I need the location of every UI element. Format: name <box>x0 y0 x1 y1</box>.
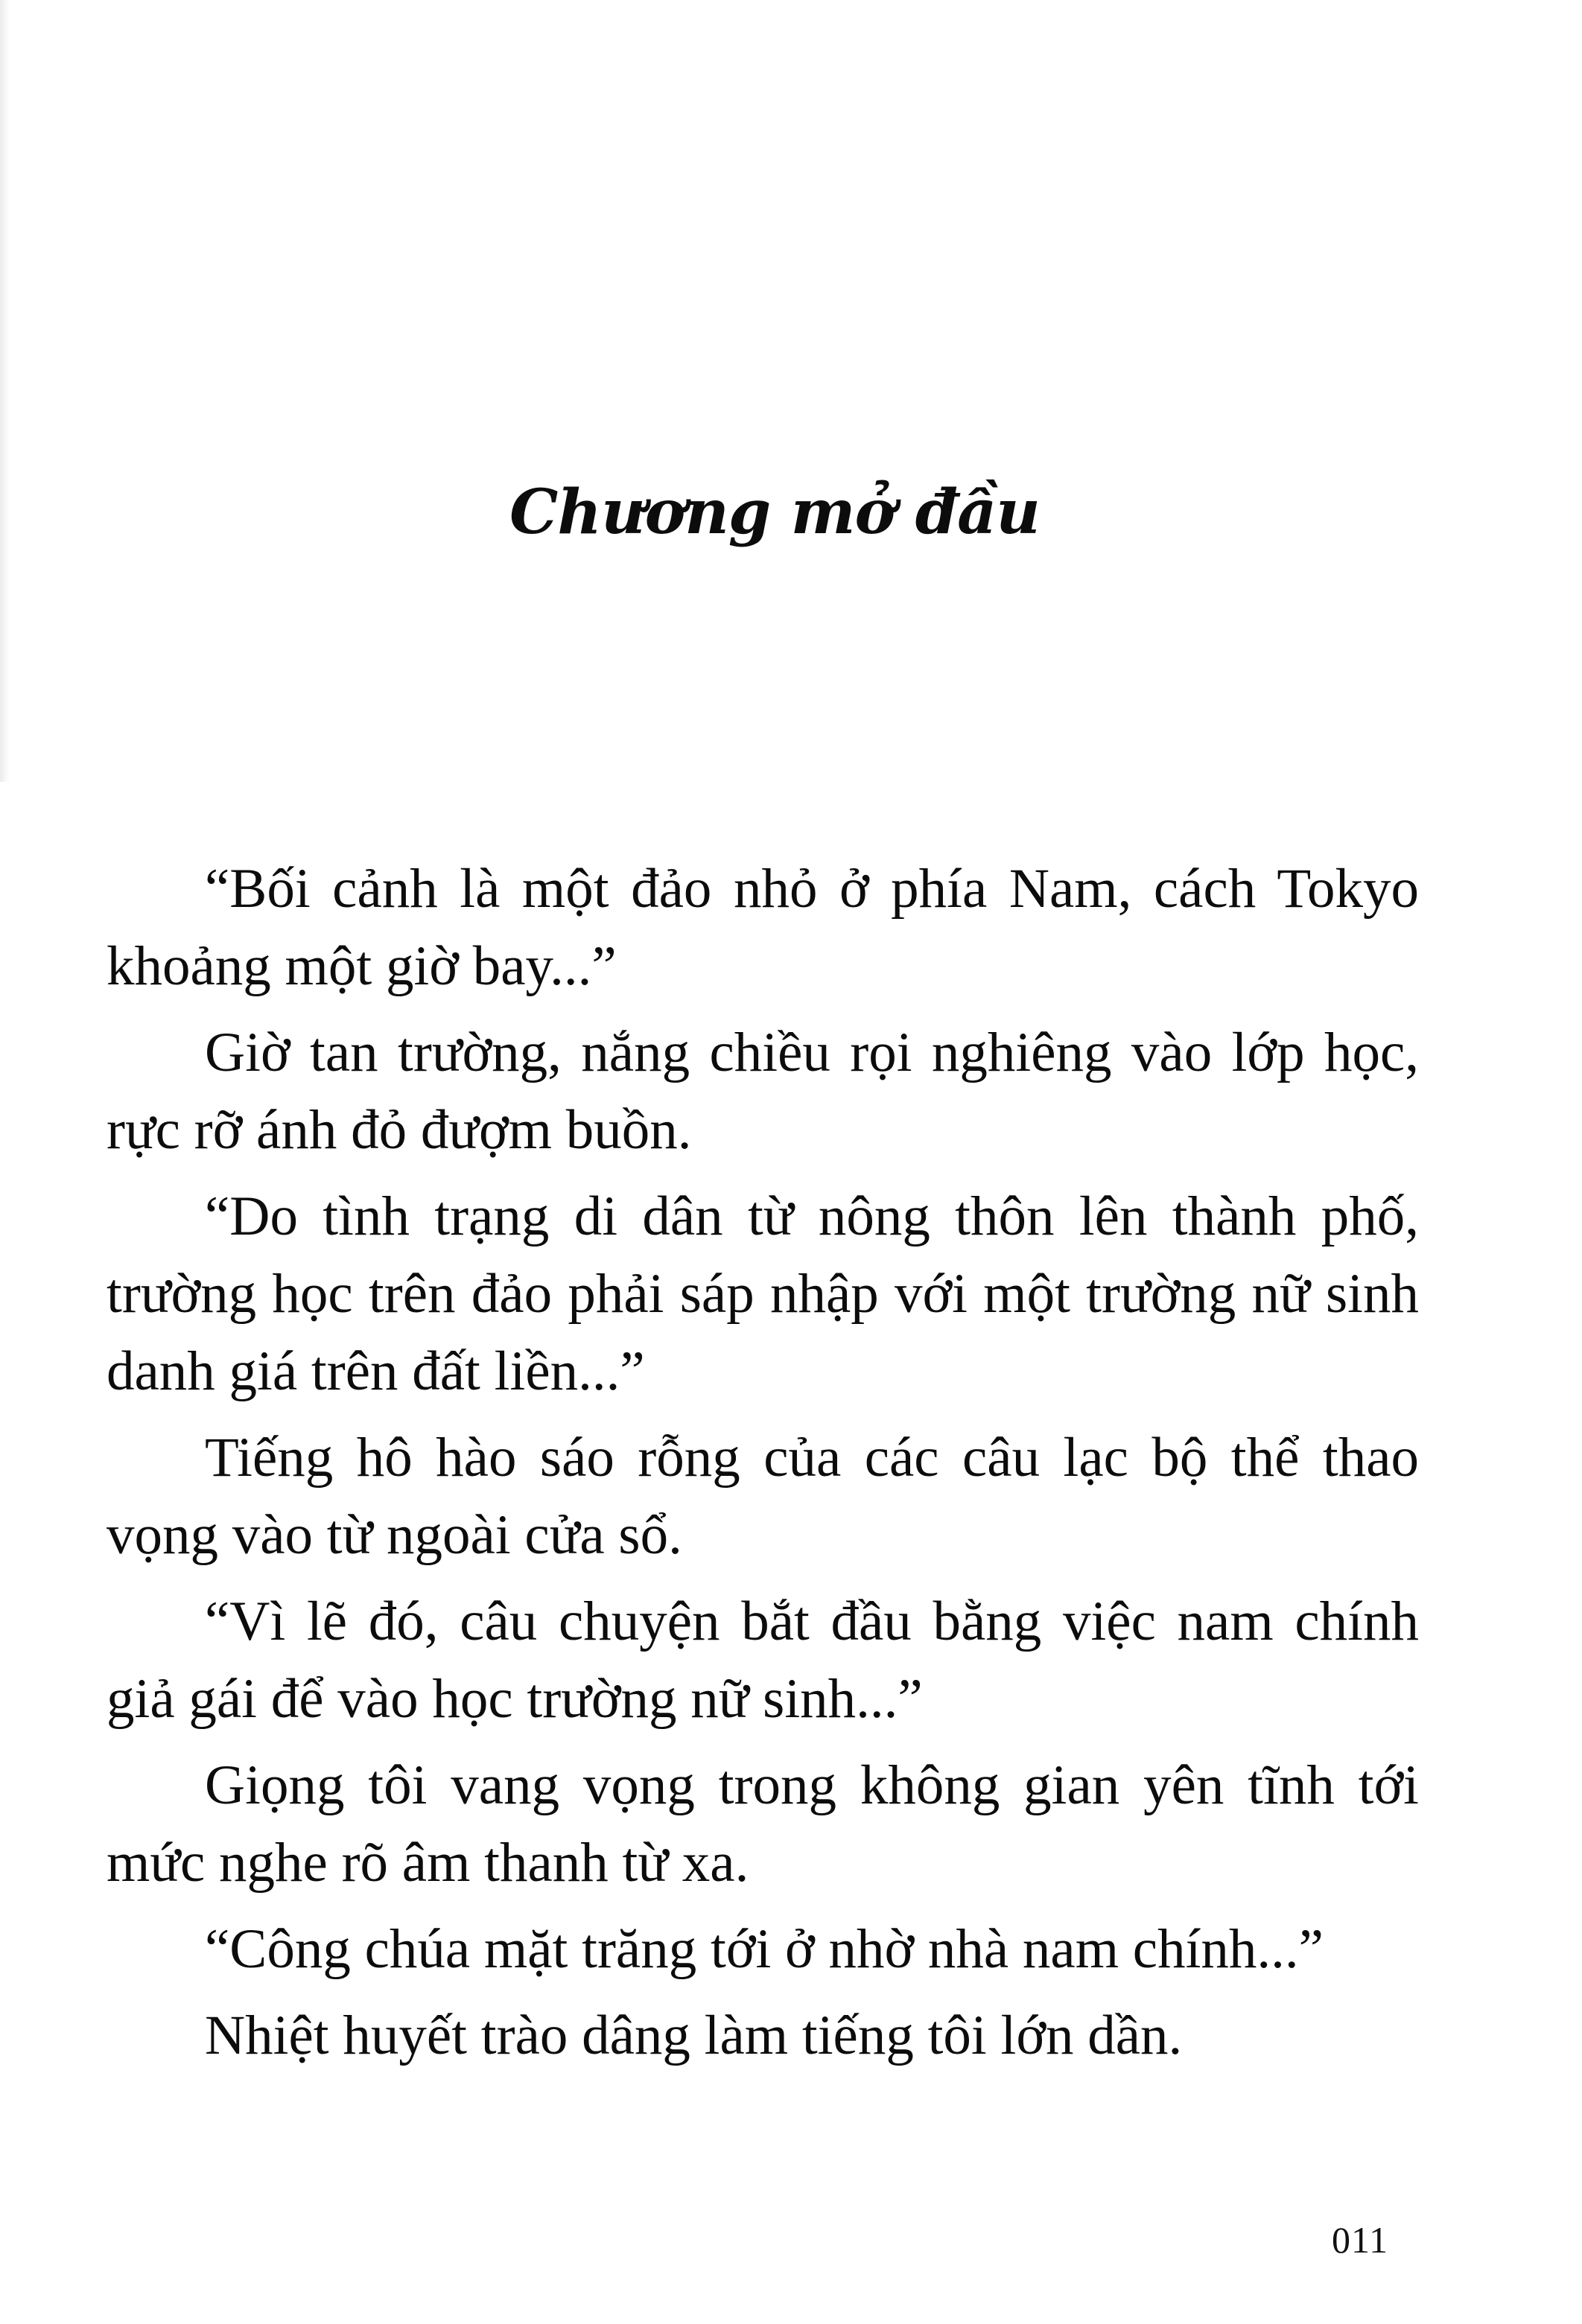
paragraph: Giờ tan trường, nắng chiều rọi nghiêng vào lớp học, rực rỡ ánh đỏ đượm buồn. <box>107 1022 1419 1161</box>
page-number: 011 <box>1332 2219 1389 2261</box>
paragraph: Tiếng hô hào sáo rỗng của các câu lạc bộ thể thao vọng vào từ ngoài cửa sổ. <box>107 1427 1419 1566</box>
paragraph: “Công chúa mặt trăng tới ở nhờ nhà nam chính...” <box>205 1918 1324 1980</box>
paragraph: “Vì lẽ đó, câu chuyện bắt đầu bằng việc nam chính giả gái để vào học trường nữ sinh...” <box>107 1591 1419 1730</box>
paragraph: “Bối cảnh là một đảo nhỏ ở phía Nam, cách Tokyo khoảng một giờ bay...” <box>107 858 1419 997</box>
paragraph: Nhiệt huyết trào dâng làm tiếng tôi lớn dần. <box>205 2005 1183 2066</box>
paragraph: “Do tình trạng di dân từ nông thôn lên thành phố, trường học trên đảo phải sáp nhập với một trường nữ sinh danh giá trên đất liền...” <box>107 1185 1419 1402</box>
page-binding-shadow <box>0 0 10 782</box>
chapter-title: Chương mở đầu <box>509 477 1040 548</box>
paragraph: Giọng tôi vang vọng trong không gian yên tĩnh tới mức nghe rõ âm thanh từ xa. <box>107 1754 1419 1894</box>
chapter-body <box>107 850 1419 2083</box>
